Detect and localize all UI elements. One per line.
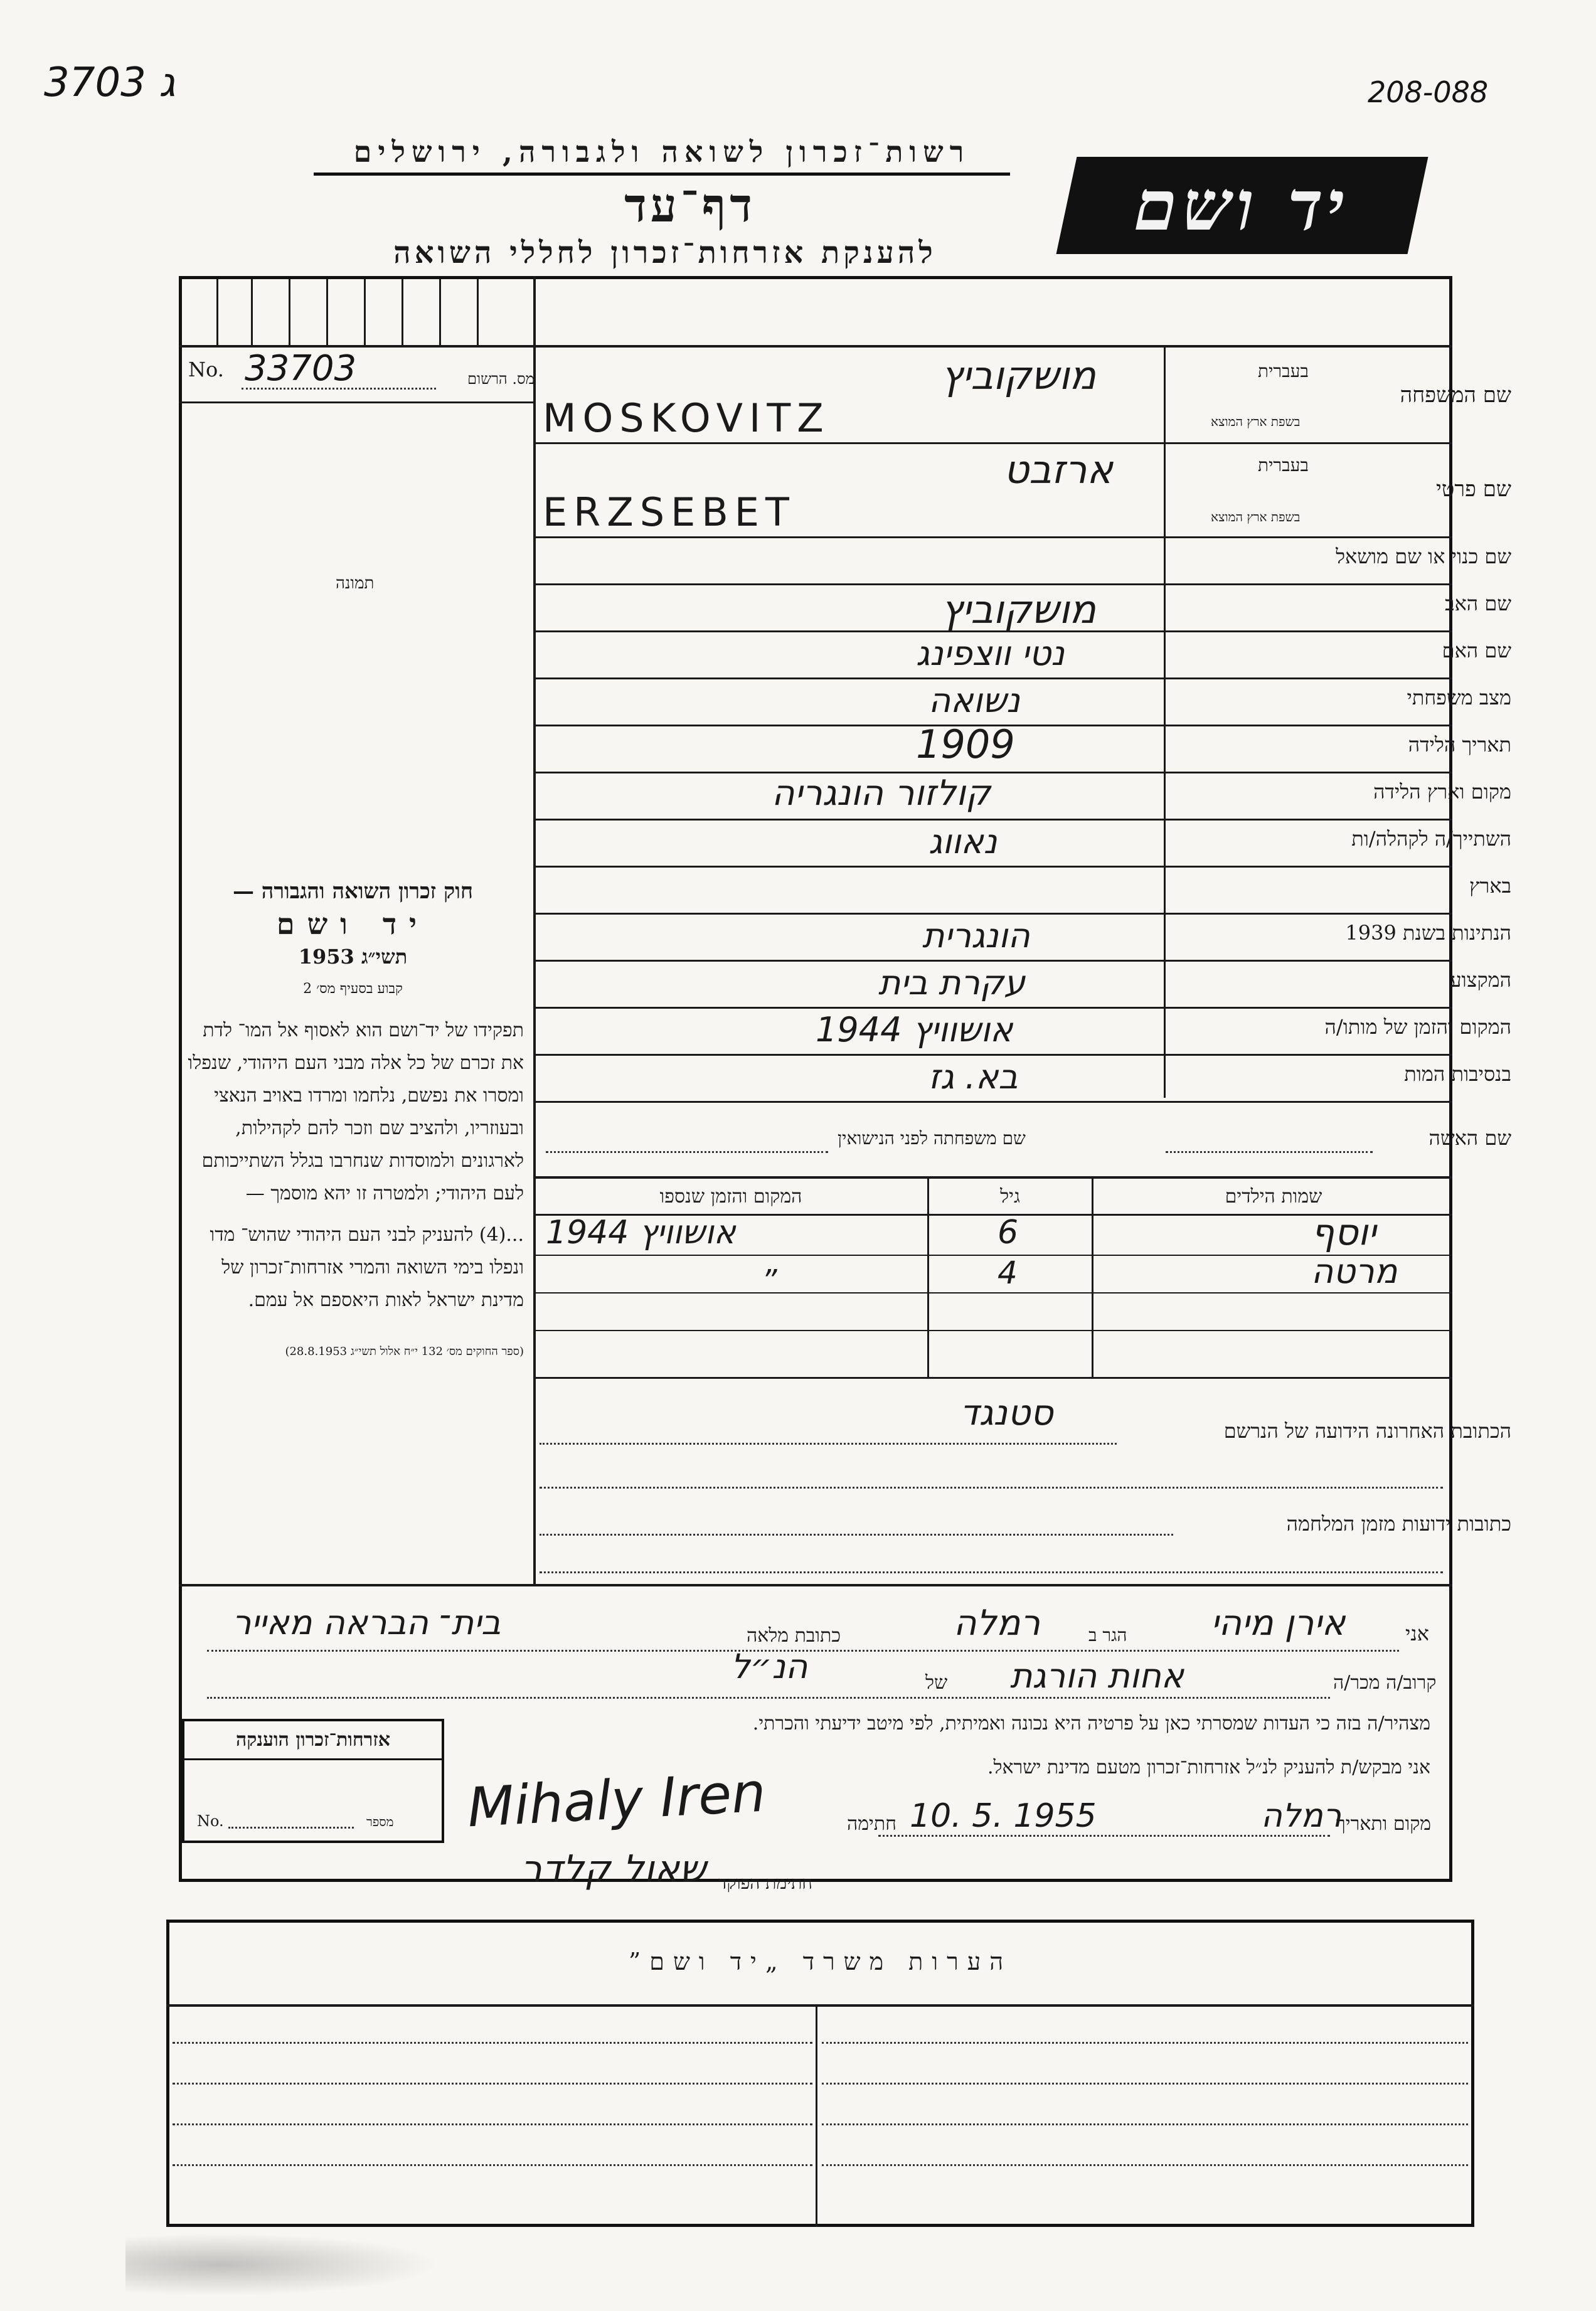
child-2-age: 4: [998, 1255, 1018, 1291]
value-marital: נשואה: [928, 681, 1020, 720]
label-marital: מצב משפחתי: [1407, 686, 1511, 709]
value-profession: עקרת בית: [878, 963, 1026, 1002]
form-title: דף־עד: [624, 179, 756, 233]
child-1-name: יוסף: [1311, 1211, 1376, 1253]
decl-i-label: אני: [1405, 1622, 1429, 1645]
decl-relative-label: קרוב/ה מכר/ה: [1333, 1672, 1437, 1694]
reg-no-label: No.: [188, 358, 224, 381]
scan-smudge: [125, 2233, 439, 2296]
label-father: שם האב: [1445, 592, 1511, 615]
header-child-death: המקום והזמן שנספו: [659, 1186, 802, 1208]
label-wartime-address: כתובות ידועות מזמן המלחמה: [1286, 1512, 1511, 1536]
organization-name: רשות־זכרון לשואה ולגבורה, ירושלים: [314, 135, 1010, 176]
value-last-address: סטנגד: [960, 1393, 1053, 1433]
citizenship-box-title: אזרחות־זכרון הוענקה: [184, 1721, 442, 1760]
decl-statement-2: אני מבקש/ת להעניק לנ״ל אזרחות־זכרון מטעם מדינת ישראל.: [987, 1756, 1430, 1778]
child-1-death: אושוויץ 1944: [546, 1214, 736, 1251]
inspector-label: חתימת הפוקד: [718, 1873, 812, 1893]
value-citizenship: הונגרית: [922, 916, 1030, 955]
decl-address-value: בית־ הבראה מאייר: [232, 1603, 501, 1642]
decl-of-value: הנ״ל: [731, 1647, 808, 1686]
reg-number-value: 33703: [245, 348, 357, 389]
label-death: המקום והזמן של מותו/ה: [1324, 1015, 1511, 1039]
value-birth-date: 1909: [916, 721, 1015, 767]
header-age: גיל: [1000, 1186, 1020, 1208]
value-community: נאווג: [928, 822, 998, 861]
law-year: תשי״ג 1953: [298, 945, 408, 969]
label-profession: המקצוע: [1450, 968, 1511, 992]
value-circumstances: בא. גז: [928, 1057, 1018, 1097]
label-first-name: שם פרטי: [1435, 477, 1511, 502]
decl-date-value: 10. 5. 1955: [910, 1797, 1097, 1835]
header-children-names: שמות הילדים: [1225, 1186, 1322, 1208]
inspector-signature: שאול קלדר: [521, 1847, 706, 1891]
label-surname-hebrew: בעברית: [1258, 361, 1309, 381]
decl-address-label: כתובת מלאה: [747, 1625, 841, 1647]
law-body: תפקידו של יד־ושם הוא לאסוף אל המו־ לדת את זכרם של כל אלה מבני העם היהודי, שנפלו ומסרו את נפשם, נלחמו ומרדו באויב הנאצי ובעוזריו, ולהציב שם וזכר להם לקהילות, לארגונים ולמוסדות שנחרבו בגלל השתייכותם לעם היהודי; ולמטרה זו יהא מוסמך —: [188, 1019, 524, 1204]
corner-reference-number: 208-088: [1368, 75, 1489, 109]
decl-place-date-label: מקום ותאריך: [1336, 1813, 1432, 1835]
decl-of-label: של: [925, 1672, 948, 1694]
citizenship-box: [182, 1719, 444, 1843]
decl-i-value: אירן מיהי: [1211, 1603, 1346, 1644]
label-citizenship: הנתינות בשנת 1939: [1345, 921, 1511, 945]
value-birth-place: קולזור הונגריה: [772, 773, 991, 814]
label-nickname: שם כנוי או שם מושאל: [1336, 545, 1511, 568]
label-maiden-name: שם משפחתה לפני הנישואין: [838, 1128, 1026, 1149]
decl-resides-value: רמלה: [954, 1603, 1041, 1644]
decl-place-value: רמלה: [1261, 1797, 1342, 1835]
corner-handwritten-number: 3ג 703: [44, 60, 176, 106]
decl-resides-label: הגר ב: [1088, 1625, 1127, 1645]
law-text-block: [182, 875, 524, 1368]
label-wife: שם האשה: [1428, 1126, 1511, 1150]
law-clause: קבוע בסעיף מס׳ 2: [303, 981, 403, 997]
value-surname-hebrew: מושקוביץ: [941, 353, 1096, 398]
value-surname-latin: MOSKOVITZ: [543, 395, 830, 441]
photo-label: תמונה: [336, 574, 375, 593]
office-notes-title: הערות משרד „יד ושם”: [628, 1948, 1013, 1975]
value-mother: נטי ווצפינג: [916, 634, 1065, 673]
decl-relative-value: אחות הורגת: [1010, 1656, 1184, 1696]
value-first-latin: ERZSEBET: [543, 489, 795, 535]
label-circumstances: בנסיבות המות: [1404, 1062, 1511, 1086]
label-birth-date: תאריך הלידה: [1408, 733, 1511, 757]
label-community: השתייך/ה לקהלה/ות: [1351, 827, 1511, 851]
label-mother: שם האם: [1442, 639, 1511, 662]
value-death: אושוויץ 1944: [816, 1010, 1013, 1049]
child-1-age: 6: [998, 1214, 1019, 1251]
label-country: בארץ: [1469, 874, 1511, 898]
value-first-hebrew: ארזבט: [1004, 447, 1113, 492]
label-last-address: הכתובת האחרונה הידועה של הנרשם: [1223, 1419, 1511, 1443]
law-name: יד ושם: [276, 907, 430, 941]
yad-vashem-logo: יד ושם: [1056, 157, 1428, 254]
label-surname: שם המשפחה: [1400, 383, 1511, 408]
decl-signature-label: חתימה: [847, 1813, 896, 1835]
law-footnote: (ספר החוקים מס׳ 132 י״ח אלול תשי״ג 28.8.1953): [285, 1345, 524, 1358]
value-father: מושקוביץ: [941, 587, 1096, 632]
label-first-origin: בשפת ארץ המוצא: [1211, 509, 1301, 524]
law-heading: חוק זכרון השואה והגבורה —: [232, 879, 474, 904]
label-surname-origin: בשפת ארץ המוצא: [1211, 414, 1301, 429]
child-2-death: „: [765, 1245, 781, 1280]
label-birth-place: מקום וארץ הלידה: [1373, 780, 1511, 804]
decl-statement-1: מצהיר/ה בזה כי העדות שמסרתי כאן על פרטיה היא נכונה ואמיתית, לפי מיטב ידיעתי והכרתי.: [752, 1713, 1430, 1735]
form-subtitle: להענקת אזרחות־זכרון לחללי השואה: [393, 235, 937, 270]
citizenship-no-label: No.: [197, 1812, 224, 1830]
child-2-name: מרטה: [1311, 1251, 1398, 1291]
label-first-hebrew: בעברית: [1258, 455, 1309, 475]
citizenship-he-label: מספר: [366, 1814, 394, 1829]
law-body-2: ...(4) להעניק לבני העם היהודי שהוש־ מדו ונפלו בימי השואה והמרי אזרחות־זכרון של מדינת ישראל לאות היאספם אל עמם.: [210, 1224, 524, 1311]
decl-signature: Mihaly Iren: [466, 1761, 767, 1840]
reg-number-label: מס. הרשום: [467, 370, 535, 388]
